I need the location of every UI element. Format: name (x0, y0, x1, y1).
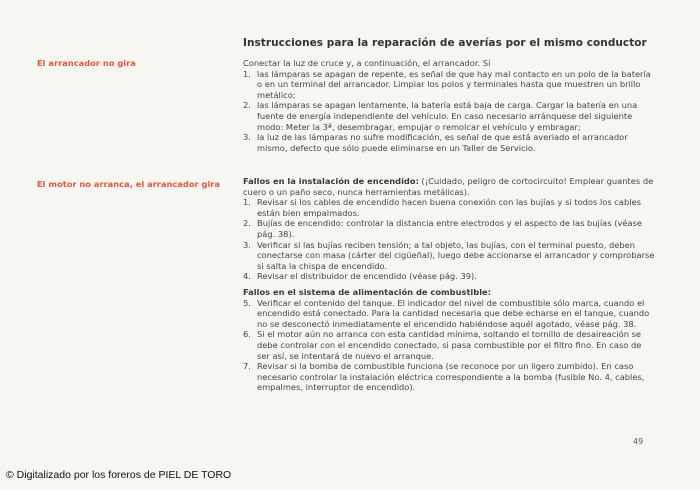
item-text: las lámparas se apagan de repente, es señal de que hay mal contacto en un polo de la batería o en un terminal del arrancador. Limpiar los polos y terminales hasta que muestren un brillo metálico; (257, 68, 651, 100)
section-engine-not-starting (243, 176, 655, 393)
fuel-heading: Fallos en el sistema de alimentación de combustible: (243, 286, 492, 297)
section-starter-not-turning (243, 58, 655, 153)
list-item (243, 69, 655, 101)
ignition-heading: Fallos en la instalación de encendido: (243, 176, 419, 186)
item-number: 5. (243, 297, 251, 308)
footer-credit: © Digitalizado por los foreros de PIEL DE TORO (6, 469, 232, 481)
item-text: Verificar si las bujías reciben tensión; a tal objeto, las bujías, con el terminal puesto, deben conectarse con masa (cárter del cigüeñal), luego debe accionarse el arrancador y comprobarse si salta la chispa de encendido. (257, 239, 655, 271)
item-number: 1. (243, 197, 251, 208)
item-number: 1. (243, 68, 251, 79)
list-item (243, 271, 655, 282)
item-number: 2. (243, 100, 251, 111)
intro-text: Conectar la luz de cruce y, a continuación, el arrancador. Si (243, 58, 491, 68)
item-text: la luz de las lámparas no sufre modificación, es señal de que está averiado el arrancador mismo, defecto que sólo puede eliminarse en un Taller de Servicio. (257, 132, 628, 153)
item-number: 2. (243, 218, 251, 229)
item-number: 3. (243, 132, 251, 143)
ignition-note: (¡Cuidado, peligro de cortocircuito! Emplear guantes de cuero o un paño seco, nunca herramientas metálicas). (243, 176, 654, 197)
item-text: Revisar el distribuidor de encendido (véase pág. 39). (257, 271, 477, 282)
page-title: Instrucciones para la reparación de averías por el mismo conductor (243, 37, 647, 49)
list-item (243, 240, 655, 272)
ignition-intro (243, 176, 655, 197)
item-text: Revisar si la bomba de combustible funciona (se reconoce por un ligero zumbido). En caso necesario controlar la instalación eléctrica correspondiente a la bomba (fusible No. 4, cables, empalmes, interruptor de encendido). (257, 361, 645, 393)
item-text: Si el motor aún no arranca con esta cantidad mínima, soltando el tornillo de desaireación se debe controlar con el encendido conectado, si pasa combustible por el filtro fino. En caso de ser así, se intentará de nuevo el arranque. (257, 329, 642, 361)
side-heading-starter: El arrancador no gira (37, 58, 136, 68)
list-item (243, 100, 655, 132)
side-heading-engine: El motor no arranca, el arrancador gira (37, 179, 220, 189)
list-item (243, 361, 655, 393)
list-item (243, 329, 655, 361)
list-item (243, 197, 655, 218)
list-item (243, 218, 655, 239)
item-number: 7. (243, 361, 251, 372)
item-text: Revisar si los cables de encendido hacen buena conexión con las bujías y si todos los cables están bien empalmados. (257, 197, 641, 218)
item-text: Bujías de encendido: controlar la distancia entre electrodos y el aspecto de las bujías (véase pág. 38). (257, 218, 642, 239)
item-number: 3. (243, 239, 251, 250)
page-number: 49 (633, 437, 644, 446)
item-number: 6. (243, 329, 251, 340)
item-text: las lámparas se apagan lentamente, la batería está baja de carga. Cargar la batería en una fuente de energía independiente del vehículo. En caso necesario arránquese del siguiente modo: Meter la 3ª, desembragar, empujar o remolcar el vehículo y embragar; (257, 100, 638, 132)
list-item (243, 298, 655, 330)
item-text: Verificar el contenido del tanque. El indicador del nivel de combustible sólo marca, cuando el encendido está conectado. Para la cantidad necesaria que debe echarse en el tanque, cuando no se desconectó inmediatamente el encendido habiéndose aquél agotado, véase pág. 38. (257, 297, 650, 329)
list-item (243, 132, 655, 153)
item-number: 4. (243, 271, 251, 282)
